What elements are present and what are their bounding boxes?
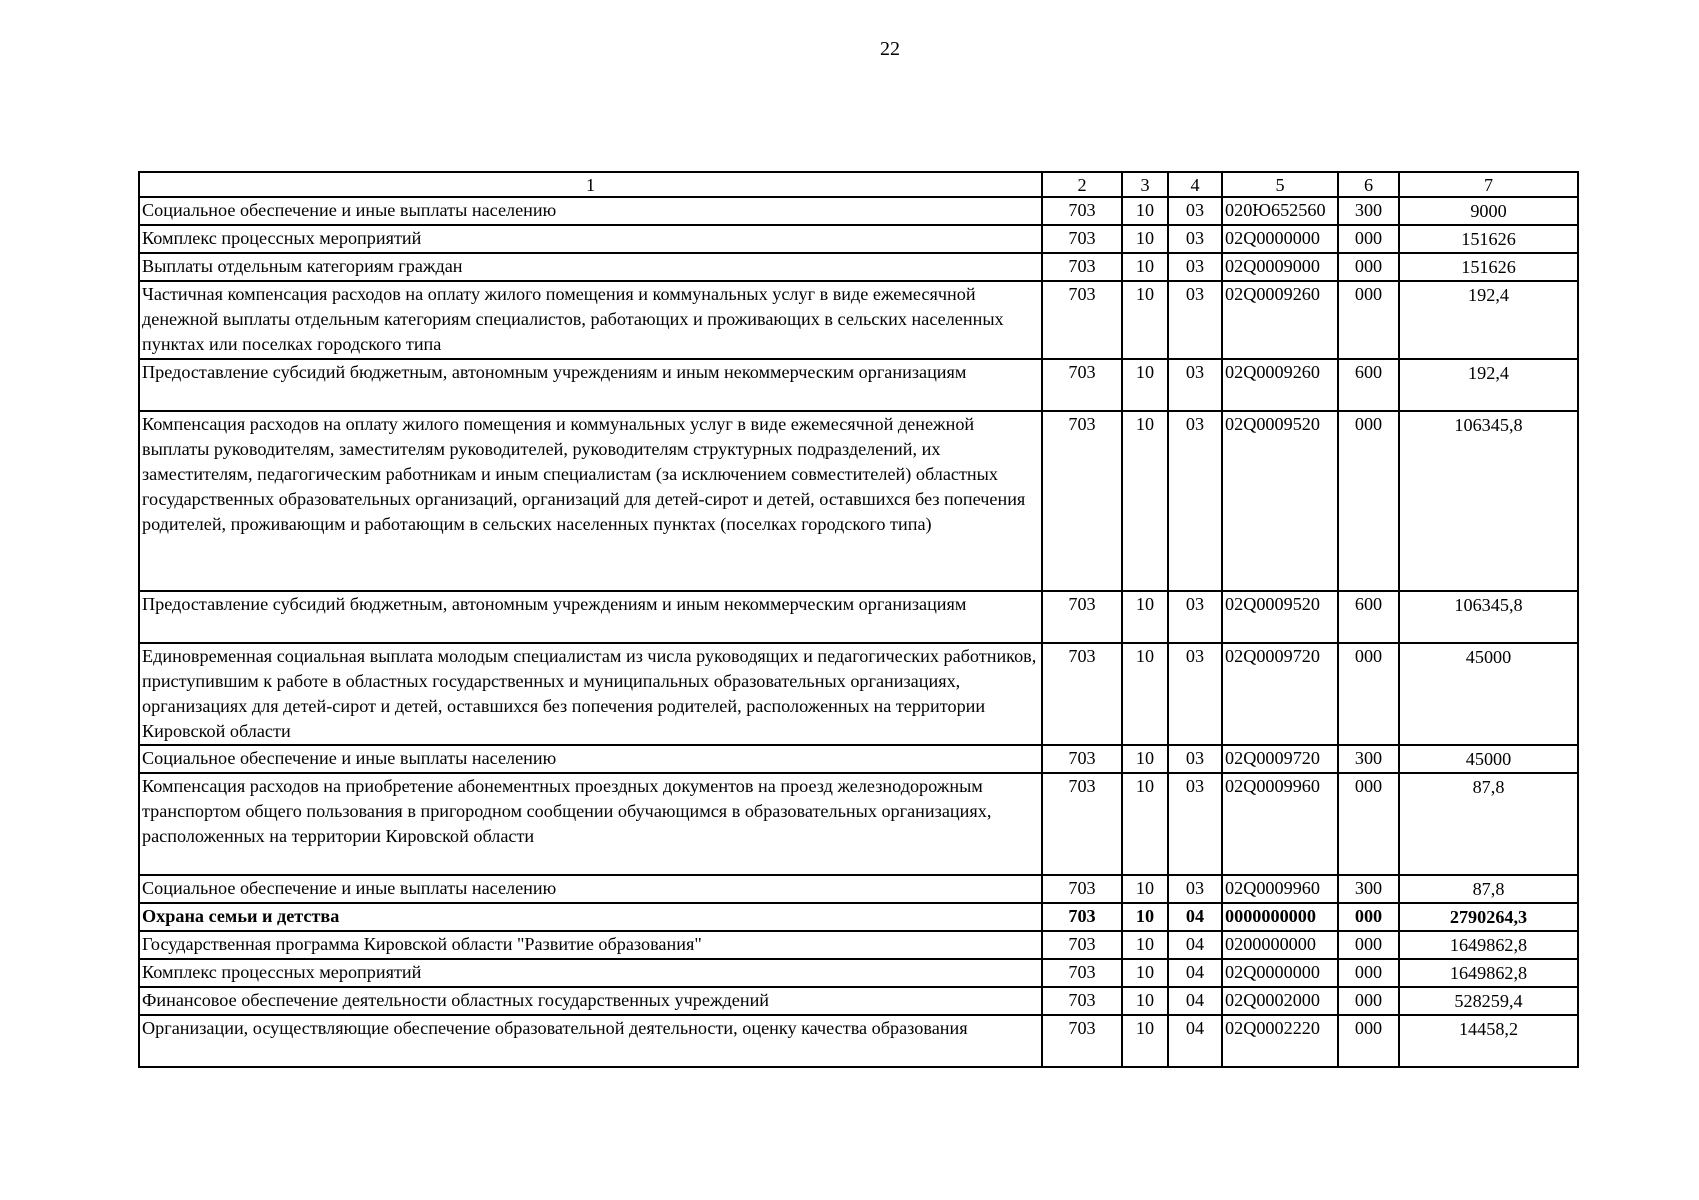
row-col2: 703	[1042, 931, 1122, 959]
row-name: Государственная программа Кировской области "Развитие образования"	[139, 931, 1042, 959]
row-name: Комплекс процессных мероприятий	[139, 959, 1042, 987]
row-col3: 10	[1122, 643, 1168, 745]
row-col5: 02Q0009260	[1222, 359, 1338, 411]
table-row	[139, 411, 1578, 591]
header-cell-2: 2	[1042, 172, 1122, 197]
row-name: Социальное обеспечение и иные выплаты населению	[139, 197, 1042, 225]
row-col7: 2790264,3	[1399, 903, 1578, 931]
row-col6: 300	[1338, 745, 1399, 773]
row-col3: 10	[1122, 773, 1168, 875]
table-row	[139, 281, 1578, 359]
row-col3: 10	[1122, 411, 1168, 591]
row-name: Компенсация расходов на приобретение абонементных проездных документов на проезд железнодорожным транспортом общего пользования в пригородном сообщении обучающимся в образовательных организациях, расположенных на территории Кировской области	[139, 773, 1042, 875]
row-col3: 10	[1122, 959, 1168, 987]
row-col3: 10	[1122, 1015, 1168, 1067]
row-col5: 02Q0002000	[1222, 987, 1338, 1015]
row-col5: 0000000000	[1222, 903, 1338, 931]
row-col3: 10	[1122, 591, 1168, 643]
row-name: Выплаты отдельным категориям граждан	[139, 253, 1042, 281]
row-col2: 703	[1042, 197, 1122, 225]
row-col6: 000	[1338, 225, 1399, 253]
row-col6: 000	[1338, 643, 1399, 745]
budget-table	[138, 171, 1579, 1068]
row-col2: 703	[1042, 1015, 1122, 1067]
row-col3: 10	[1122, 225, 1168, 253]
row-col7: 87,8	[1399, 875, 1578, 903]
row-col4: 03	[1168, 773, 1222, 875]
page-number: 22	[880, 38, 900, 60]
table-row	[139, 643, 1578, 745]
row-col5: 02Q0009720	[1222, 745, 1338, 773]
row-col5: 02Q0009960	[1222, 773, 1338, 875]
row-name: Организации, осуществляющие обеспечение образовательной деятельности, оценку качества образования	[139, 1015, 1042, 1067]
row-col2: 703	[1042, 643, 1122, 745]
row-col6: 000	[1338, 253, 1399, 281]
row-col5: 02Q0000000	[1222, 959, 1338, 987]
table-row	[139, 1015, 1578, 1067]
row-col4: 03	[1168, 591, 1222, 643]
row-col7: 1649862,8	[1399, 959, 1578, 987]
row-col2: 703	[1042, 773, 1122, 875]
row-col4: 03	[1168, 281, 1222, 359]
row-col7: 45000	[1399, 643, 1578, 745]
row-col4: 04	[1168, 959, 1222, 987]
row-col2: 703	[1042, 411, 1122, 591]
row-col6: 600	[1338, 359, 1399, 411]
row-col7: 528259,4	[1399, 987, 1578, 1015]
row-col2: 703	[1042, 253, 1122, 281]
row-col5: 02Q0009260	[1222, 281, 1338, 359]
row-col4: 03	[1168, 359, 1222, 411]
row-col4: 04	[1168, 903, 1222, 931]
row-col5: 02Q0009000	[1222, 253, 1338, 281]
row-col5: 02Q0009520	[1222, 591, 1338, 643]
row-col5: 02Q0009520	[1222, 411, 1338, 591]
row-col4: 03	[1168, 197, 1222, 225]
row-name: Предоставление субсидий бюджетным, автономным учреждениям и иным некоммерческим организациям	[139, 591, 1042, 643]
table-row	[139, 197, 1578, 225]
table-row	[139, 591, 1578, 643]
row-col3: 10	[1122, 253, 1168, 281]
table-row	[139, 225, 1578, 253]
header-cell-7: 7	[1399, 172, 1578, 197]
header-cell-1: 1	[139, 172, 1042, 197]
row-name: Финансовое обеспечение деятельности областных государственных учреждений	[139, 987, 1042, 1015]
header-cell-4: 4	[1168, 172, 1222, 197]
row-col2: 703	[1042, 359, 1122, 411]
row-col6: 000	[1338, 281, 1399, 359]
row-col3: 10	[1122, 745, 1168, 773]
row-col7: 45000	[1399, 745, 1578, 773]
row-col7: 192,4	[1399, 281, 1578, 359]
row-col3: 10	[1122, 359, 1168, 411]
table-row	[139, 903, 1578, 931]
table-row	[139, 875, 1578, 903]
row-col6: 000	[1338, 1015, 1399, 1067]
row-col4: 03	[1168, 745, 1222, 773]
row-col7: 151626	[1399, 253, 1578, 281]
table-header-row	[139, 172, 1578, 197]
row-col6: 000	[1338, 411, 1399, 591]
row-col6: 000	[1338, 773, 1399, 875]
row-name: Единовременная социальная выплата молодым специалистам из числа руководящих и педагогических работников, приступившим к работе в областных государственных и муниципальных образовательных организациях, организациях для детей-сирот и детей, оставшихся без попечения родителей, расположенных на территории Кировской области	[139, 643, 1042, 745]
row-col3: 10	[1122, 931, 1168, 959]
row-col7: 106345,8	[1399, 411, 1578, 591]
row-col4: 03	[1168, 643, 1222, 745]
row-col7: 192,4	[1399, 359, 1578, 411]
row-name: Охрана семьи и детства	[139, 903, 1042, 931]
table-row	[139, 959, 1578, 987]
row-col3: 10	[1122, 903, 1168, 931]
row-col7: 1649862,8	[1399, 931, 1578, 959]
row-name: Социальное обеспечение и иные выплаты населению	[139, 745, 1042, 773]
table-row	[139, 253, 1578, 281]
row-col7: 151626	[1399, 225, 1578, 253]
row-col5: 02Q0009960	[1222, 875, 1338, 903]
row-name: Компенсация расходов на оплату жилого помещения и коммунальных услуг в виде ежемесячной денежной выплаты руководителям, заместителям руководителей, руководителям структурных подразделений, их заместителям, педагогическим работникам и иным специалистам (за исключением совместителей) областных государственных образовательных организаций, организаций для детей-сирот и детей, оставшихся без попечения родителей, проживающим и работающим в сельских населенных пунктах (поселках городского типа)	[139, 411, 1042, 591]
header-cell-6: 6	[1338, 172, 1399, 197]
row-col6: 000	[1338, 987, 1399, 1015]
row-col6: 000	[1338, 931, 1399, 959]
row-col2: 703	[1042, 745, 1122, 773]
row-col6: 300	[1338, 875, 1399, 903]
row-name: Социальное обеспечение и иные выплаты населению	[139, 875, 1042, 903]
row-col7: 87,8	[1399, 773, 1578, 875]
row-col3: 10	[1122, 875, 1168, 903]
row-col5: 02Q0000000	[1222, 225, 1338, 253]
row-col2: 703	[1042, 959, 1122, 987]
row-col7: 14458,2	[1399, 1015, 1578, 1067]
row-col5: 020Ю652560	[1222, 197, 1338, 225]
header-cell-3: 3	[1122, 172, 1168, 197]
row-col2: 703	[1042, 225, 1122, 253]
row-col6: 300	[1338, 197, 1399, 225]
row-name: Частичная компенсация расходов на оплату жилого помещения и коммунальных услуг в виде ежемесячной денежной выплаты отдельным категориям специалистов, работающих и проживающих в сельских населенных пунктах или поселках городского типа	[139, 281, 1042, 359]
row-col2: 703	[1042, 987, 1122, 1015]
row-name: Предоставление субсидий бюджетным, автономным учреждениям и иным некоммерческим организациям	[139, 359, 1042, 411]
row-col4: 03	[1168, 875, 1222, 903]
row-col6: 000	[1338, 903, 1399, 931]
row-col4: 03	[1168, 253, 1222, 281]
row-col6: 600	[1338, 591, 1399, 643]
row-col5: 0200000000	[1222, 931, 1338, 959]
row-col3: 10	[1122, 197, 1168, 225]
row-col2: 703	[1042, 591, 1122, 643]
row-col2: 703	[1042, 875, 1122, 903]
row-col7: 106345,8	[1399, 591, 1578, 643]
row-name: Комплекс процессных мероприятий	[139, 225, 1042, 253]
row-col5: 02Q0009720	[1222, 643, 1338, 745]
row-col7: 9000	[1399, 197, 1578, 225]
row-col4: 03	[1168, 225, 1222, 253]
row-col4: 04	[1168, 1015, 1222, 1067]
table-row	[139, 987, 1578, 1015]
row-col3: 10	[1122, 281, 1168, 359]
row-col2: 703	[1042, 903, 1122, 931]
row-col6: 000	[1338, 959, 1399, 987]
table-row	[139, 773, 1578, 875]
row-col4: 04	[1168, 987, 1222, 1015]
table-row	[139, 359, 1578, 411]
row-col5: 02Q0002220	[1222, 1015, 1338, 1067]
header-cell-5: 5	[1222, 172, 1338, 197]
row-col3: 10	[1122, 987, 1168, 1015]
row-col4: 04	[1168, 931, 1222, 959]
table-row	[139, 931, 1578, 959]
table-row	[139, 745, 1578, 773]
row-col2: 703	[1042, 281, 1122, 359]
row-col4: 03	[1168, 411, 1222, 591]
